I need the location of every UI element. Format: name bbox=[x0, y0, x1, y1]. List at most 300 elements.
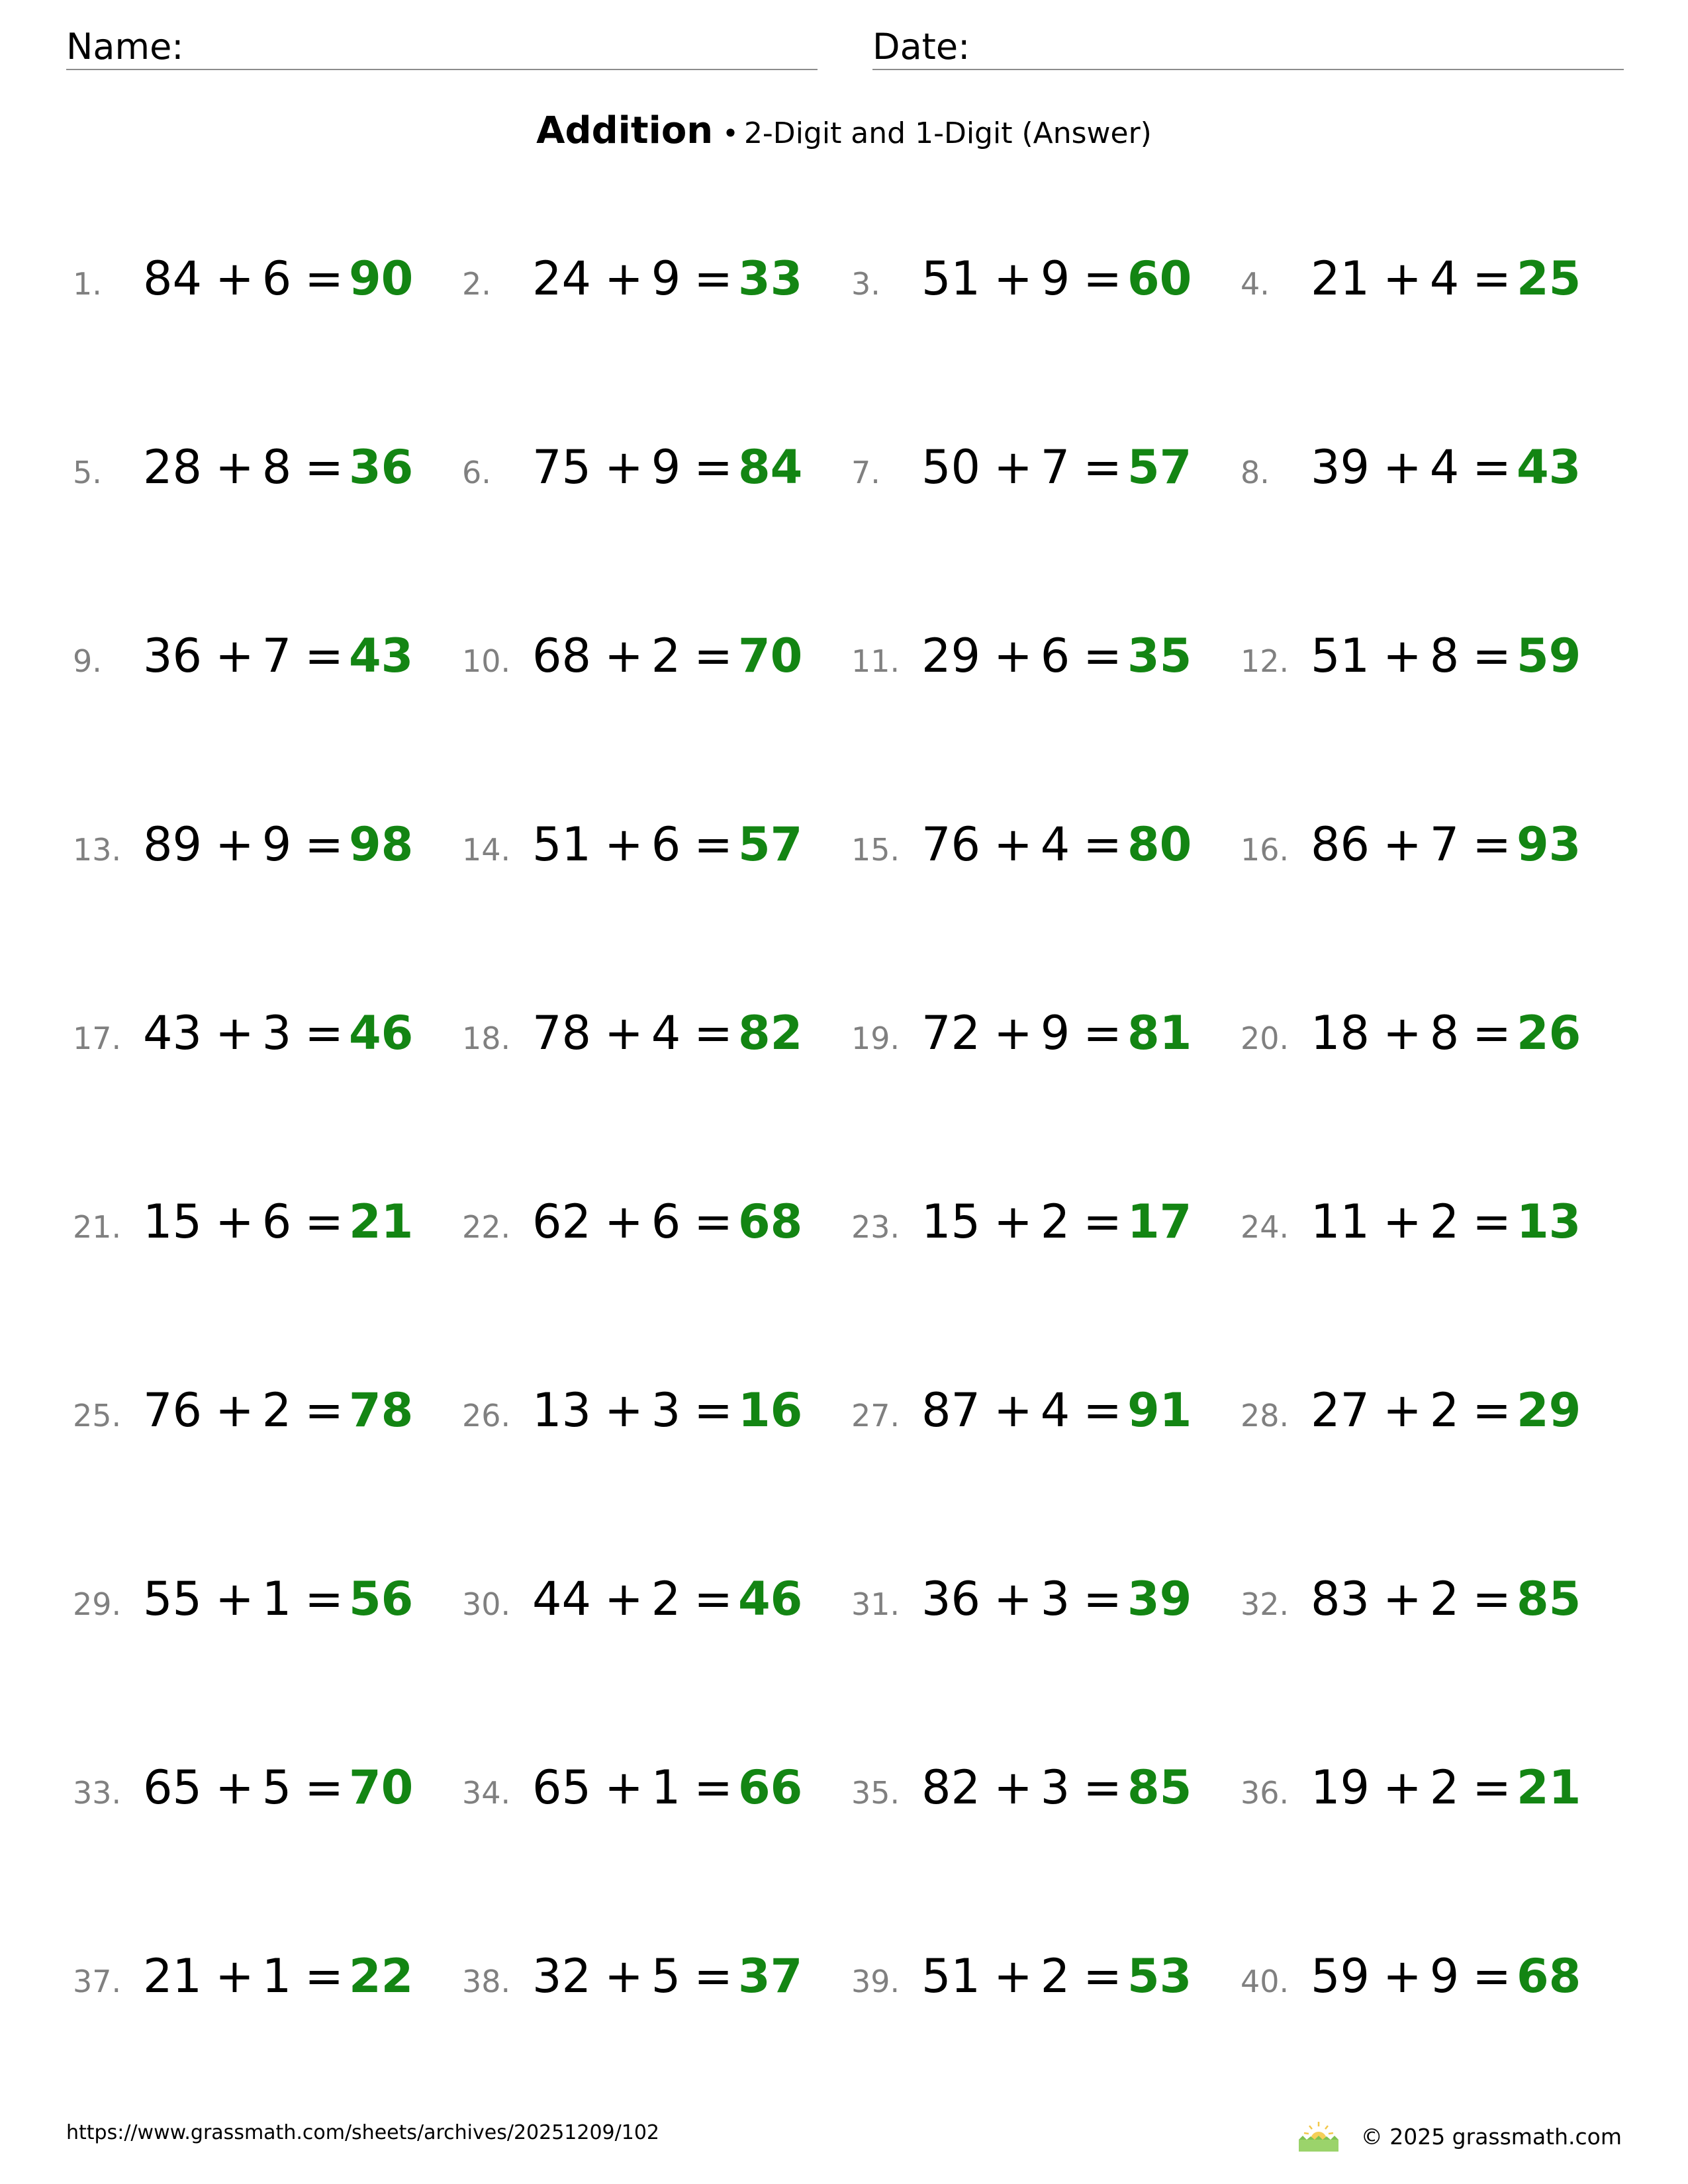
addend-b: 2 bbox=[1429, 1383, 1460, 1437]
problem-number: 24. bbox=[1241, 1209, 1289, 1245]
problem-number: 1. bbox=[73, 266, 102, 302]
problem-item bbox=[462, 1949, 851, 2028]
problem-item bbox=[1241, 1949, 1630, 2028]
equals-sign: = bbox=[694, 1949, 733, 2003]
problem-item bbox=[1241, 440, 1630, 520]
answer: 43 bbox=[1516, 440, 1581, 494]
addend-a: 72 bbox=[921, 1006, 981, 1060]
problem-expression bbox=[921, 1760, 1127, 1815]
grass-sun-logo-icon bbox=[1295, 2120, 1342, 2153]
problem-number: 3. bbox=[851, 266, 880, 302]
problem-expression bbox=[143, 1006, 349, 1060]
addend-b: 2 bbox=[261, 1383, 292, 1437]
problem-item bbox=[1241, 1006, 1630, 1085]
plus-sign: + bbox=[604, 1195, 643, 1249]
name-label: Name: bbox=[66, 26, 184, 68]
addend-a: 51 bbox=[532, 817, 592, 872]
addend-b: 9 bbox=[261, 817, 292, 872]
plus-sign: + bbox=[604, 629, 643, 683]
problem-expression bbox=[143, 1760, 349, 1815]
problem-number: 9. bbox=[73, 643, 102, 679]
problem-item bbox=[462, 1760, 851, 1840]
plus-sign: + bbox=[604, 1572, 643, 1626]
addend-a: 15 bbox=[143, 1195, 203, 1249]
plus-sign: + bbox=[1383, 251, 1422, 306]
answer: 80 bbox=[1127, 817, 1192, 872]
problem-number: 38. bbox=[462, 1964, 511, 1999]
addend-a: 59 bbox=[1311, 1949, 1370, 2003]
addend-a: 21 bbox=[1311, 251, 1370, 306]
problem-item bbox=[73, 1572, 462, 1651]
equals-sign: = bbox=[1083, 1195, 1122, 1249]
title-bullet: • bbox=[722, 117, 739, 150]
addend-b: 4 bbox=[1429, 440, 1460, 494]
problem-number: 20. bbox=[1241, 1021, 1289, 1056]
problem-number: 26. bbox=[462, 1398, 511, 1433]
problem-expression bbox=[1311, 251, 1517, 306]
equals-sign: = bbox=[305, 1949, 344, 2003]
equals-sign: = bbox=[694, 440, 733, 494]
answer: 59 bbox=[1516, 629, 1581, 683]
problem-expression bbox=[143, 1195, 349, 1249]
plus-sign: + bbox=[1383, 1383, 1422, 1437]
problem-item bbox=[851, 440, 1241, 520]
problem-expression bbox=[1311, 629, 1517, 683]
problem-number: 19. bbox=[851, 1021, 900, 1056]
equals-sign: = bbox=[1083, 1572, 1122, 1626]
problem-number: 11. bbox=[851, 643, 900, 679]
problem-item bbox=[1241, 1572, 1630, 1651]
plus-sign: + bbox=[215, 1006, 254, 1060]
equals-sign: = bbox=[305, 1383, 344, 1437]
answer: 70 bbox=[348, 1760, 414, 1815]
problem-expression bbox=[1311, 440, 1517, 494]
equals-sign: = bbox=[305, 1006, 344, 1060]
answer: 93 bbox=[1516, 817, 1581, 872]
problem-expression bbox=[532, 817, 738, 872]
problem-expression bbox=[532, 1383, 738, 1437]
answer: 25 bbox=[1516, 251, 1581, 306]
addend-a: 21 bbox=[143, 1949, 203, 2003]
addend-a: 39 bbox=[1311, 440, 1370, 494]
problem-number: 23. bbox=[851, 1209, 900, 1245]
plus-sign: + bbox=[215, 1383, 254, 1437]
equals-sign: = bbox=[694, 1195, 733, 1249]
worksheet-title bbox=[0, 105, 1688, 166]
problem-number: 29. bbox=[73, 1586, 122, 1622]
addend-b: 6 bbox=[261, 251, 292, 306]
addend-a: 36 bbox=[921, 1572, 981, 1626]
problem-expression bbox=[532, 1195, 738, 1249]
addend-a: 51 bbox=[921, 1949, 981, 2003]
addend-b: 2 bbox=[1040, 1195, 1070, 1249]
addend-b: 4 bbox=[1040, 1383, 1070, 1437]
addend-b: 3 bbox=[1040, 1572, 1070, 1626]
addend-b: 2 bbox=[651, 629, 681, 683]
plus-sign: + bbox=[215, 440, 254, 494]
date-field[interactable] bbox=[872, 25, 1624, 70]
answer: 39 bbox=[1127, 1572, 1192, 1626]
addend-a: 36 bbox=[143, 629, 203, 683]
problem-item bbox=[851, 1949, 1241, 2028]
addend-a: 51 bbox=[921, 251, 981, 306]
problem-number: 12. bbox=[1241, 643, 1289, 679]
problem-expression bbox=[921, 251, 1127, 306]
problem-item bbox=[73, 817, 462, 897]
addend-b: 7 bbox=[1429, 817, 1460, 872]
addend-a: 75 bbox=[532, 440, 592, 494]
problem-number: 39. bbox=[851, 1964, 900, 1999]
problem-number: 32. bbox=[1241, 1586, 1289, 1622]
answer: 26 bbox=[1516, 1006, 1581, 1060]
answer: 17 bbox=[1127, 1195, 1192, 1249]
addend-a: 86 bbox=[1311, 817, 1370, 872]
plus-sign: + bbox=[604, 251, 643, 306]
problem-number: 15. bbox=[851, 832, 900, 868]
addend-a: 82 bbox=[921, 1760, 981, 1815]
problem-number: 37. bbox=[73, 1964, 122, 1999]
answer: 85 bbox=[1516, 1572, 1581, 1626]
plus-sign: + bbox=[1383, 1195, 1422, 1249]
problem-item bbox=[851, 1383, 1241, 1463]
problem-grid bbox=[73, 251, 1628, 2138]
problem-item bbox=[462, 251, 851, 331]
answer: 21 bbox=[348, 1195, 414, 1249]
plus-sign: + bbox=[215, 629, 254, 683]
addend-b: 9 bbox=[651, 251, 681, 306]
equals-sign: = bbox=[1472, 629, 1511, 683]
equals-sign: = bbox=[1083, 629, 1122, 683]
addend-b: 6 bbox=[1040, 629, 1070, 683]
problem-item bbox=[851, 629, 1241, 708]
addend-b: 5 bbox=[651, 1949, 681, 2003]
problem-number: 21. bbox=[73, 1209, 122, 1245]
addend-b: 8 bbox=[1429, 629, 1460, 683]
problem-expression bbox=[143, 817, 349, 872]
problem-item bbox=[851, 1195, 1241, 1274]
problem-number: 4. bbox=[1241, 266, 1270, 302]
problem-item bbox=[73, 1383, 462, 1463]
problem-number: 27. bbox=[851, 1398, 900, 1433]
answer: 21 bbox=[1516, 1760, 1581, 1815]
plus-sign: + bbox=[215, 1572, 254, 1626]
addend-a: 32 bbox=[532, 1949, 592, 2003]
problem-number: 14. bbox=[462, 832, 511, 868]
problem-number: 25. bbox=[73, 1398, 122, 1433]
problem-number: 7. bbox=[851, 455, 880, 490]
answer: 60 bbox=[1127, 251, 1192, 306]
problem-item bbox=[73, 1949, 462, 2028]
problem-number: 16. bbox=[1241, 832, 1289, 868]
problem-number: 33. bbox=[73, 1775, 122, 1811]
equals-sign: = bbox=[1472, 1383, 1511, 1437]
problem-item bbox=[462, 440, 851, 520]
addend-b: 1 bbox=[651, 1760, 681, 1815]
equals-sign: = bbox=[1083, 817, 1122, 872]
problem-expression bbox=[532, 1572, 738, 1626]
problem-expression bbox=[143, 440, 349, 494]
addend-a: 50 bbox=[921, 440, 981, 494]
addend-b: 6 bbox=[261, 1195, 292, 1249]
equals-sign: = bbox=[1472, 1760, 1511, 1815]
problem-number: 2. bbox=[462, 266, 491, 302]
addend-a: 29 bbox=[921, 629, 981, 683]
problem-expression bbox=[921, 1383, 1127, 1437]
answer: 46 bbox=[348, 1006, 414, 1060]
problem-number: 28. bbox=[1241, 1398, 1289, 1433]
problem-expression bbox=[143, 1383, 349, 1437]
addend-b: 2 bbox=[1429, 1572, 1460, 1626]
addend-a: 84 bbox=[143, 251, 203, 306]
addend-a: 28 bbox=[143, 440, 203, 494]
answer: 57 bbox=[1127, 440, 1192, 494]
equals-sign: = bbox=[1083, 1383, 1122, 1437]
problem-number: 17. bbox=[73, 1021, 122, 1056]
answer: 29 bbox=[1516, 1383, 1581, 1437]
answer: 53 bbox=[1127, 1949, 1192, 2003]
answer: 33 bbox=[737, 251, 803, 306]
problem-item bbox=[462, 1006, 851, 1085]
addend-a: 65 bbox=[532, 1760, 592, 1815]
problem-expression bbox=[532, 1760, 738, 1815]
problem-expression bbox=[1311, 1949, 1517, 2003]
addend-a: 43 bbox=[143, 1006, 203, 1060]
answer: 43 bbox=[348, 629, 414, 683]
addend-b: 8 bbox=[1429, 1006, 1460, 1060]
addend-b: 3 bbox=[1040, 1760, 1070, 1815]
problem-expression bbox=[921, 1195, 1127, 1249]
problem-item bbox=[851, 251, 1241, 331]
addend-b: 2 bbox=[651, 1572, 681, 1626]
plus-sign: + bbox=[994, 1006, 1033, 1060]
problem-expression bbox=[1311, 817, 1517, 872]
answer: 84 bbox=[737, 440, 803, 494]
answer: 78 bbox=[348, 1383, 414, 1437]
answer: 91 bbox=[1127, 1383, 1192, 1437]
plus-sign: + bbox=[994, 629, 1033, 683]
addend-b: 4 bbox=[1040, 817, 1070, 872]
addend-b: 2 bbox=[1429, 1195, 1460, 1249]
problem-item bbox=[73, 1195, 462, 1274]
plus-sign: + bbox=[1383, 440, 1422, 494]
problem-item bbox=[851, 1760, 1241, 1840]
addend-b: 3 bbox=[261, 1006, 292, 1060]
problem-item bbox=[73, 1006, 462, 1085]
equals-sign: = bbox=[1472, 817, 1511, 872]
addend-b: 2 bbox=[1040, 1949, 1070, 2003]
plus-sign: + bbox=[994, 440, 1033, 494]
addend-b: 9 bbox=[1040, 1006, 1070, 1060]
addend-b: 1 bbox=[261, 1572, 292, 1626]
plus-sign: + bbox=[994, 1195, 1033, 1249]
problem-item bbox=[462, 629, 851, 708]
plus-sign: + bbox=[604, 817, 643, 872]
date-label: Date: bbox=[872, 26, 970, 68]
plus-sign: + bbox=[994, 251, 1033, 306]
answer: 85 bbox=[1127, 1760, 1192, 1815]
addend-b: 9 bbox=[1429, 1949, 1460, 2003]
addend-b: 9 bbox=[1040, 251, 1070, 306]
plus-sign: + bbox=[215, 1760, 254, 1815]
addend-a: 51 bbox=[1311, 629, 1370, 683]
problem-expression bbox=[143, 1572, 349, 1626]
plus-sign: + bbox=[215, 817, 254, 872]
addend-b: 2 bbox=[1429, 1760, 1460, 1815]
problem-expression bbox=[1311, 1195, 1517, 1249]
plus-sign: + bbox=[1383, 1572, 1422, 1626]
problem-item bbox=[851, 1006, 1241, 1085]
problem-number: 34. bbox=[462, 1775, 511, 1811]
problem-number: 30. bbox=[462, 1586, 511, 1622]
problem-expression bbox=[532, 440, 738, 494]
answer: 98 bbox=[348, 817, 414, 872]
addend-a: 18 bbox=[1311, 1006, 1370, 1060]
plus-sign: + bbox=[994, 1572, 1033, 1626]
problem-item bbox=[1241, 817, 1630, 897]
problem-item bbox=[462, 1572, 851, 1651]
plus-sign: + bbox=[604, 1760, 643, 1815]
equals-sign: = bbox=[1472, 440, 1511, 494]
problem-item bbox=[73, 440, 462, 520]
addend-a: 83 bbox=[1311, 1572, 1370, 1626]
problem-number: 40. bbox=[1241, 1964, 1289, 1999]
equals-sign: = bbox=[305, 1572, 344, 1626]
plus-sign: + bbox=[1383, 1949, 1422, 2003]
copyright-text: © 2025 grassmath.com bbox=[1360, 2123, 1622, 2150]
addend-a: 11 bbox=[1311, 1195, 1370, 1249]
title-main: Addition bbox=[536, 109, 714, 152]
answer: 68 bbox=[737, 1195, 803, 1249]
addend-a: 62 bbox=[532, 1195, 592, 1249]
equals-sign: = bbox=[305, 251, 344, 306]
plus-sign: + bbox=[215, 251, 254, 306]
problem-item bbox=[1241, 1195, 1630, 1274]
problem-expression bbox=[1311, 1006, 1517, 1060]
problem-expression bbox=[1311, 1383, 1517, 1437]
problem-expression bbox=[532, 1006, 738, 1060]
addend-b: 7 bbox=[261, 629, 292, 683]
footer-url: https://www.grassmath.com/sheets/archives/20251209/102 bbox=[66, 2121, 660, 2144]
equals-sign: = bbox=[305, 440, 344, 494]
problem-number: 36. bbox=[1241, 1775, 1289, 1811]
addend-b: 9 bbox=[651, 440, 681, 494]
plus-sign: + bbox=[994, 1760, 1033, 1815]
problem-expression bbox=[921, 440, 1127, 494]
plus-sign: + bbox=[994, 1383, 1033, 1437]
equals-sign: = bbox=[1083, 1006, 1122, 1060]
equals-sign: = bbox=[1472, 1949, 1511, 2003]
addend-b: 1 bbox=[261, 1949, 292, 2003]
answer: 35 bbox=[1127, 629, 1192, 683]
addend-a: 19 bbox=[1311, 1760, 1370, 1815]
equals-sign: = bbox=[1472, 1572, 1511, 1626]
addend-a: 55 bbox=[143, 1572, 203, 1626]
equals-sign: = bbox=[305, 1195, 344, 1249]
equals-sign: = bbox=[694, 1760, 733, 1815]
answer: 46 bbox=[737, 1572, 803, 1626]
plus-sign: + bbox=[604, 1383, 643, 1437]
problem-item bbox=[462, 817, 851, 897]
plus-sign: + bbox=[604, 1006, 643, 1060]
addend-b: 3 bbox=[651, 1383, 681, 1437]
addend-a: 65 bbox=[143, 1760, 203, 1815]
addend-a: 24 bbox=[532, 251, 592, 306]
equals-sign: = bbox=[1472, 1006, 1511, 1060]
answer: 22 bbox=[348, 1949, 414, 2003]
problem-number: 31. bbox=[851, 1586, 900, 1622]
addend-a: 78 bbox=[532, 1006, 592, 1060]
problem-item bbox=[1241, 251, 1630, 331]
addend-a: 13 bbox=[532, 1383, 592, 1437]
problem-expression bbox=[532, 629, 738, 683]
answer: 36 bbox=[348, 440, 414, 494]
problem-expression bbox=[921, 817, 1127, 872]
answer: 81 bbox=[1127, 1006, 1192, 1060]
answer: 37 bbox=[737, 1949, 803, 2003]
equals-sign: = bbox=[1083, 1760, 1122, 1815]
answer: 68 bbox=[1516, 1949, 1581, 2003]
problem-item bbox=[1241, 1760, 1630, 1840]
answer: 82 bbox=[737, 1006, 803, 1060]
equals-sign: = bbox=[1083, 251, 1122, 306]
equals-sign: = bbox=[305, 1760, 344, 1815]
equals-sign: = bbox=[305, 817, 344, 872]
problem-item bbox=[73, 629, 462, 708]
plus-sign: + bbox=[994, 817, 1033, 872]
equals-sign: = bbox=[694, 1006, 733, 1060]
problem-expression bbox=[532, 1949, 738, 2003]
name-field[interactable] bbox=[66, 25, 818, 70]
plus-sign: + bbox=[1383, 629, 1422, 683]
problem-item bbox=[462, 1195, 851, 1274]
addend-b: 5 bbox=[261, 1760, 292, 1815]
addend-b: 4 bbox=[651, 1006, 681, 1060]
equals-sign: = bbox=[1083, 1949, 1122, 2003]
footer-copyright bbox=[1295, 2120, 1622, 2153]
answer: 90 bbox=[348, 251, 414, 306]
equals-sign: = bbox=[694, 1572, 733, 1626]
problem-number: 6. bbox=[462, 455, 491, 490]
addend-a: 15 bbox=[921, 1195, 981, 1249]
addend-b: 6 bbox=[651, 817, 681, 872]
plus-sign: + bbox=[604, 1949, 643, 2003]
problem-item bbox=[1241, 1383, 1630, 1463]
addend-a: 68 bbox=[532, 629, 592, 683]
problem-expression bbox=[532, 251, 738, 306]
addend-a: 44 bbox=[532, 1572, 592, 1626]
addend-b: 8 bbox=[261, 440, 292, 494]
equals-sign: = bbox=[305, 629, 344, 683]
problem-number: 22. bbox=[462, 1209, 511, 1245]
problem-item bbox=[462, 1383, 851, 1463]
addend-a: 76 bbox=[143, 1383, 203, 1437]
problem-item bbox=[73, 251, 462, 331]
addend-a: 89 bbox=[143, 817, 203, 872]
plus-sign: + bbox=[604, 440, 643, 494]
answer: 13 bbox=[1516, 1195, 1581, 1249]
addend-b: 7 bbox=[1040, 440, 1070, 494]
problem-expression bbox=[921, 1572, 1127, 1626]
plus-sign: + bbox=[1383, 1760, 1422, 1815]
equals-sign: = bbox=[694, 1383, 733, 1437]
addend-a: 76 bbox=[921, 817, 981, 872]
problem-item bbox=[1241, 629, 1630, 708]
problem-item bbox=[73, 1760, 462, 1840]
problem-expression bbox=[921, 629, 1127, 683]
equals-sign: = bbox=[694, 817, 733, 872]
addend-a: 87 bbox=[921, 1383, 981, 1437]
problem-item bbox=[851, 817, 1241, 897]
